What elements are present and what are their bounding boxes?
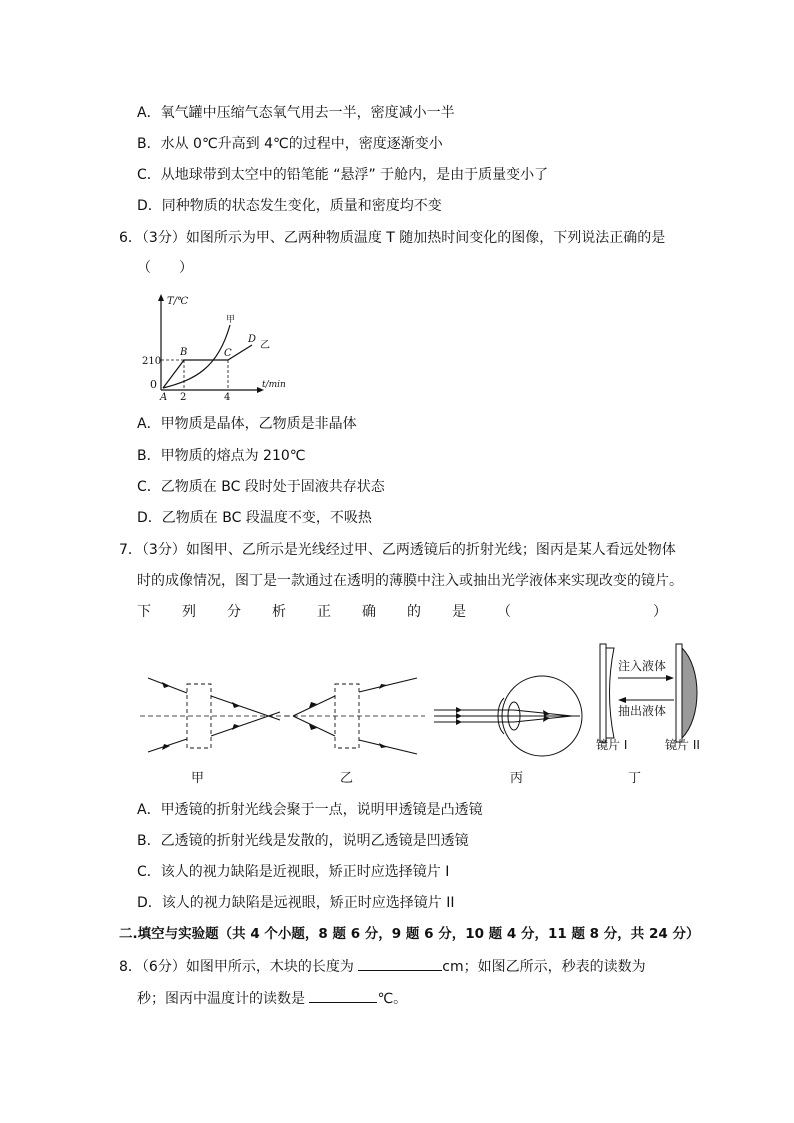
q8-blank-temperature[interactable]: [309, 988, 377, 1003]
point-a: A: [160, 392, 168, 403]
q8-blank-length[interactable]: [358, 956, 442, 971]
point-d: D: [248, 334, 257, 345]
q7-stem-line3: 下 列 分 析 正 确 的 是 （ ）: [137, 604, 667, 620]
q5-option-a: A．氧气罐中压缩气态氧气用去一半，密度减小一半: [137, 105, 455, 121]
section-2-title: 二.填空与实验题（共 4 个小题，8 题 6 分，9 题 6 分，10 题 4 分，11 题 8 分，共 24 分）: [119, 926, 700, 942]
lens-ding-diagram: [598, 638, 718, 748]
lens-i-label: 镜片 I: [596, 738, 628, 752]
q7-stem-line1: 7．（3分）如图甲、乙所示是光线经过甲、乙两透镜后的折射光线；图丙是某人看远处物体: [119, 542, 676, 558]
q5-option-c: C．从地球带到太空中的铅笔能 “悬浮” 于舱内，是由于质量变小了: [137, 167, 549, 183]
q6-answer-paren: （ ）: [137, 260, 193, 276]
q6-temperature-graph: [140, 290, 300, 403]
graph-x-tick-4: 4: [224, 392, 231, 403]
caption-bing: 丙: [510, 771, 524, 786]
q8-line2: 秒；图丙中温度计的读数是 ℃。: [137, 988, 407, 1009]
graph-origin: 0: [150, 378, 157, 391]
point-b: B: [180, 347, 188, 358]
q5-option-b: B．水从 0℃升高到 4℃的过程中，密度逐渐变小: [137, 136, 443, 152]
q6-stem: 6．（3分）如图所示为甲、乙两种物质温度 T 随加热时间变化的图像，下列说法正确的是: [119, 230, 666, 246]
eye-bing-diagram: [432, 670, 592, 760]
curve-jia: [163, 325, 230, 388]
caption-yi: 乙: [340, 771, 354, 786]
q7-option-a: A．甲透镜的折射光线会聚于一点，说明甲透镜是凸透镜: [137, 802, 483, 818]
inject-liquid-label: 注入液体: [618, 659, 667, 673]
lens-jia-diagram: [140, 676, 290, 756]
q6-option-d: D．乙物质在 BC 段温度不变，不吸热: [137, 510, 372, 526]
graph-x-tick-2: 2: [180, 392, 187, 403]
graph-y-axis-label: T/℃: [167, 296, 189, 307]
lens-ii-label: 镜片 II: [665, 738, 700, 752]
label-jia: 甲: [226, 315, 236, 325]
lens-yi-diagram: [285, 676, 425, 756]
graph-x-axis-label: t/min: [262, 380, 286, 390]
q7-stem-line2: 时的成像情况，图丁是一款通过在透明的薄膜中注入或抽出光学液体来实现改变的镜片。: [137, 573, 683, 589]
label-yi: 乙: [260, 340, 270, 351]
caption-ding: 丁: [628, 771, 642, 786]
q6-option-b: B．甲物质的熔点为 210℃: [137, 448, 306, 464]
q6-option-a: A．甲物质是晶体，乙物质是非晶体: [137, 416, 357, 432]
q7-option-b: B．乙透镜的折射光线是发散的，说明乙透镜是凹透镜: [137, 833, 469, 849]
caption-jia: 甲: [191, 771, 205, 786]
graph-y-tick-210: 210: [142, 356, 162, 367]
q7-option-d: D．该人的视力缺陷是远视眼，矫正时应选择镜片 II: [137, 895, 455, 911]
extract-liquid-label: 抽出液体: [618, 704, 667, 718]
point-c: C: [224, 348, 232, 359]
q6-option-c: C．乙物质在 BC 段时处于固液共存状态: [137, 479, 385, 495]
q8-line1: 8．（6分）如图甲所示，木块的长度为 cm；如图乙所示，秒表的读数为: [119, 956, 646, 977]
q7-option-c: C．该人的视力缺陷是近视眼，矫正时应选择镜片 I: [137, 864, 450, 880]
q5-option-d: D．同种物质的状态发生变化，质量和密度均不变: [137, 198, 442, 214]
